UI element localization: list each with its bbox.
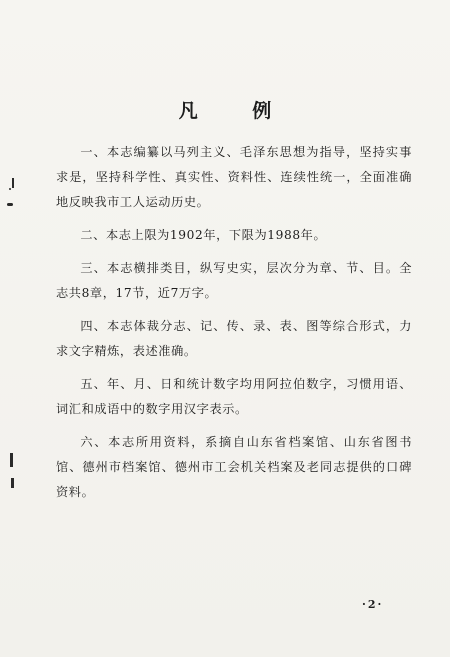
paragraph-5: 五、年、月、日和统计数字均用阿拉伯数字，习惯用语、词汇和成语中的数字用汉字表示。 (56, 377, 412, 416)
scan-mark (10, 453, 13, 467)
paragraph-4: 四、本志体裁分志、记、传、录、表、图等综合形式，力求文字精炼，表述准确。 (56, 319, 412, 358)
scan-mark (7, 203, 13, 206)
paragraph-6: 六、本志所用资料，系摘自山东省档案馆、山东省图书馆、德州市档案馆、德州市工会机关档案及老同志提供的口碑资料。 (56, 435, 412, 499)
scan-mark (12, 178, 14, 188)
scan-mark (11, 478, 14, 488)
paragraph-3: 三、本志横排类目，纵写史实，层次分为章、节、目。全志共8章，17节，近7万字。 (56, 261, 412, 300)
page-title: 凡 例 (178, 100, 296, 122)
paragraph-2: 二、本志上限为1902年，下限为1988年。 (80, 228, 327, 242)
scan-mark (9, 188, 11, 190)
document-body (56, 140, 412, 513)
page-number: ·2· (362, 598, 384, 611)
paragraph-1: 一、本志编纂以马列主义、毛泽东思想为指导，坚持实事求是，坚持科学性、真实性、资料性、连续性统一，全面准确地反映我市工人运动历史。 (56, 145, 412, 209)
